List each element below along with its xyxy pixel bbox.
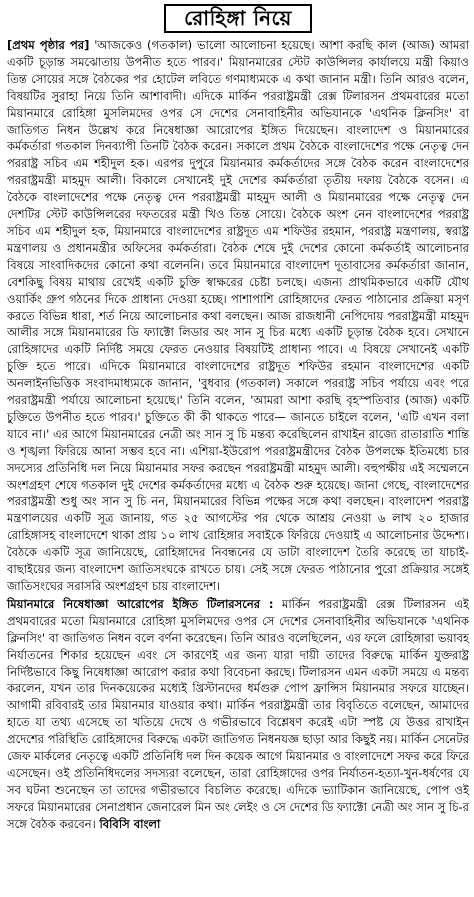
article-paragraph-1 <box>7 37 469 595</box>
article-paragraph-2 <box>7 596 469 833</box>
paragraph-1-body: 'আজকেও (গতকাল) ভালো আলোচনা হয়েছে। আশা করছি কাল (আজ) আমরা একটি চূড়ান্ত সমঝোতায় উপনীত হতে পারব।' মিয়ানমারের স্টেট কাউন্সিলর কার্যালয়ে মন্ত্রী কিয়াও তিন্ত সোয়ের সঙ্গে বৈঠকের পর হোটেল লবিতে গণমাধ্যমকে এ কথা জানান মন্ত্রী। তিনি আরও বলেন, বিষয়টির সুরাহা নিয়ে তিনি আশাবাদী। এদিকে মার্কিন পররাষ্ট্রমন্ত্রী রেক্স টিলারসন প্রথমবারের মতো মিয়ানমারে রোহিঙ্গা মুসলিমদের ওপর সে দেশের সেনাবাহিনীর অভিযানকে 'এথনিক ক্লিনসিং' বা জাতিগত নিধন উল্লেখ করে নিষেধাজ্ঞা আরোপের ইঙ্গিত দিয়েছেন। বাংলাদেশ ও মিয়ানমারের কর্মকর্তারা গতকাল দিনব্যাপী তিনটি বৈঠক করেন। সকালে প্রথম বৈঠকে বাংলাদেশের পক্ষে নেতৃত্ব দেন পররাষ্ট্র সচিব এম শহীদুল হক। এরপর দুপুরে মিয়ানমার কর্মকর্তাদের সঙ্গে বৈঠক করেন বাংলাদেশের পররাষ্ট্রমন্ত্রী মাহমুদ আলী। বিকালে সেখানেই দুই দেশের কর্মকর্তারা তৃতীয় দফায় বৈঠকে বসেন। এ বৈঠকে বাংলাদেশের পক্ষে নেতৃত্ব দেন পররাষ্ট্রমন্ত্রী মাহমুদ আলী ও মিয়ানমারের পক্ষে নেতৃত্ব দেন দেশটির স্টেট কাউন্সিলরের দফতরের মন্ত্রী খিও তিন্ত সোয়ে। বৈঠকে অংশ নেন বাংলাদেশের পররাষ্ট্র সচিব এম শহীদুল হক, মিয়ানমারে বাংলাদেশের রাষ্ট্রদূত এম শফিউর রহমান, পররাষ্ট্র মন্ত্রণালয়, স্বরাষ্ট্র মন্ত্রণালয় ও প্রধানমন্ত্রীর অফিসের কর্মকর্তারা। বৈঠক শেষে দুই দেশের কোনো কর্মকর্তাই আলোচনার বিষয়ে সাংবাদিকদের কোনো কথা বলেননি। তবে মিয়ানমারে বাংলাদেশ দূতাবাসের কর্মকর্তারা জানান, বেশকিছু বিষয় মাথায় রেখেই একটি চুক্তি স্বাক্ষরের চেষ্টা চলছে। এজন্য প্রাথমিকভাবে একটি যৌথ ওয়ার্কিং গ্রুপ গঠনের দিকে প্রাধান্য দেওয়া হচ্ছে। পাশাপাশি রোহিঙ্গাদের ফেরত পাঠানোর প্রক্রিয়া মসৃণ করতে বিভিন্ন ধারা, শর্ত নিয়ে আলোচনার কথা বলছেন। আজ রাজধানী নেপিদোয় পররাষ্ট্রমন্ত্রী মাহমুদ আলীর সঙ্গে মিয়ানমারের ডি ফ্যাক্টো লিডার অং সান সু চির মধ্যে একটি চূড়ান্ত বৈঠক হবে। সেখানে রোহিঙ্গাদের একটি নির্দিষ্ট সময়ে ফেরত নেওয়ার বিষয়টিই প্রাধান্য পাবে। এ বিষয়ে সেখানেই একটি চুক্তি হতে পারে। এদিকে মিয়ানমারে বাংলাদেশের রাষ্ট্রদূত শফিউর রহমান বাংলাদেশের একটি অনলাইনভিত্তিক সংবাদমাধ্যমকে জানান, 'বুধবার (গতকাল) সকালে পররাষ্ট্র সচিব পর্যায়ে এবং পরে পররাষ্ট্রমন্ত্রী পর্যায়ে আলোচনা হয়েছে।' তিনি বলেন, 'আমরা আশা করছি বৃহস্পতিবার (আজ) একটি চুক্তিতে উপনীত হতে পারব।' চুক্তিতে কী কী থাকতে পারে— জানতে চাইলে বলেন, 'এটি এখন বলা যাবে না।' এর আগে মিয়ানমারের নেত্রী অং সান সু চি মন্তব্য করেছিলেন রাখাইন রাজ্যে রাতারাতি শান্তি ও শৃঙ্খলা ফিরিয়ে আনা সম্ভব হবে না। এশিয়া-ইউরোপ পররাষ্ট্রমন্ত্রীদের বৈঠক উপলক্ষে ইতিমধ্যে চার সদস্যের প্রতিনিধি দল নিয়ে মিয়ানমার সফর করছেন পররাষ্ট্রমন্ত্রী মাহমুদ আলী। বহুপক্ষীয় এই সম্মেলনে অংশগ্রহণ শেষে গতকাল দুই দেশের কর্মকর্তাদের মধ্যে এ বৈঠক শুরু হয়েছে। জানা গেছে, বাংলাদেশের পররাষ্ট্রমন্ত্রী শুধু অং সান সু চি নন, মিয়ানমারের বিভিন্ন পক্ষের সঙ্গে কথা বলছেন। বাংলাদেশ পররাষ্ট্র মন্ত্রণালয়ের একটি সূত্র জানায়, গত ২৫ আগস্টের পর থেকে আশ্রয় নেওয়া ৬ লাখ ২০ হাজার রোহিঙ্গাসহ বাংলাদেশে থাকা প্রায় ১০ লাখ রোহিঙ্গার সবাইকে ফিরিয়ে দেওয়াই এ আলোচনার উদ্দেশ্য। বৈঠকে একটি সূত্র জানিয়েছে, রোহিঙ্গাদের নিবন্ধনের যে ডাটা বাংলাদেশ তৈরি করেছে তা যাচাই-বাছাইয়ের জন্য বাংলাদেশ জাতিসংঘকে রাখতে চায়। সেই সঙ্গে ফেরত পাঠানোর পুরো প্রক্রিয়ার সঙ্গেই জাতিসংঘের সরাসরি অংশগ্রহণ চায় বাংলাদেশ। <box>7 38 469 593</box>
article-headline: রোহিঙ্গা নিয়ে <box>164 4 312 33</box>
headline-wrap <box>7 4 469 33</box>
paragraph-2-body: মার্কিন পররাষ্ট্রমন্ত্রী রেক্স টিলারসন এই প্রথমবারের মতো মিয়ানমারে রোহিঙ্গা মুসলিমদের ওপর সে দেশের সেনাবাহিনীর অভিযানকে 'এথনিক ক্লিনসিং' বা জাতিগত নিধন বলে বর্ণনা করেছেন। তিনি আরও বলেছিলেন, এর ফলে রোহিঙ্গারা ভয়াবহ নির্যাতনের শিকার হয়েছেন এবং সে কারণেই এর জন্য যারা দায়ী তাদের বিরুদ্ধে মার্কিন যুক্তরাষ্ট্র নির্দিষ্টভাবে কিছু নিষেধাজ্ঞা আরোপ করার কথা বিবেচনা করছে। টিলারসন এমন একটা সময়ে এ মন্তব্য করলেন, যখন তার দিনকয়েকের মধ্যেই খ্রিস্টানদের ধর্মগুরু পোপ ফ্রান্সিস মিয়ানমার সফরে যাচ্ছেন। আগামী রবিবারই তার মিয়ানমার যাওয়ার কথা। মার্কিন পররাষ্ট্রমন্ত্রী তার বিবৃতিতে বলেছেন, আমাদের হাতে যা তথ্য এসেছে তা খতিয়ে দেখে ও গভীরভাবে বিশ্লেষণ করেই এটা স্পষ্ট যে উত্তর রাখাইন প্রদেশের পরিস্থিতি রোহিঙ্গাদের বিরুদ্ধে একটা জাতিগত নিধনযজ্ঞ ছাড়া আর কিছুই নয়। মার্কিন সেনেটর জেফ মার্কলের নেতৃত্বে একটি প্রতিনিধি দল দিন কয়েক আগে মিয়ানমার ও বাংলাদেশে সফর করে ফিরে এসেছেন। ওই প্রতিনিধিদলের সদস্যরা বলেছেন, তারা রোহিঙ্গাদের ওপর নির্যাতন-হত্যা-খুন-ধর্ষণের যে সব ঘটনা শুনেছেন তা তাদের গভীরভাবে বিচলিত করেছে। এদিকে ভ্যাটিকান জানিয়েছে, পোপ ওই সফরে মিয়ানমারের সেনাপ্রধান জেনারেল মিন অং লেইং ও সে দেশের ডি ফ্যাক্টো নেত্রী অং সান সু চি-র সঙ্গে বৈঠক করবেন। <box>7 596 469 831</box>
continuation-marker: [প্রথম পৃষ্ঠার পর] <box>7 38 90 52</box>
byline-source: বিবিসি বাংলা <box>99 816 161 831</box>
subheading-sanctions: মিয়ানমারে নিষেধাজ্ঞা আরোপের ইঙ্গিত টিলারসনের : <box>7 596 274 611</box>
